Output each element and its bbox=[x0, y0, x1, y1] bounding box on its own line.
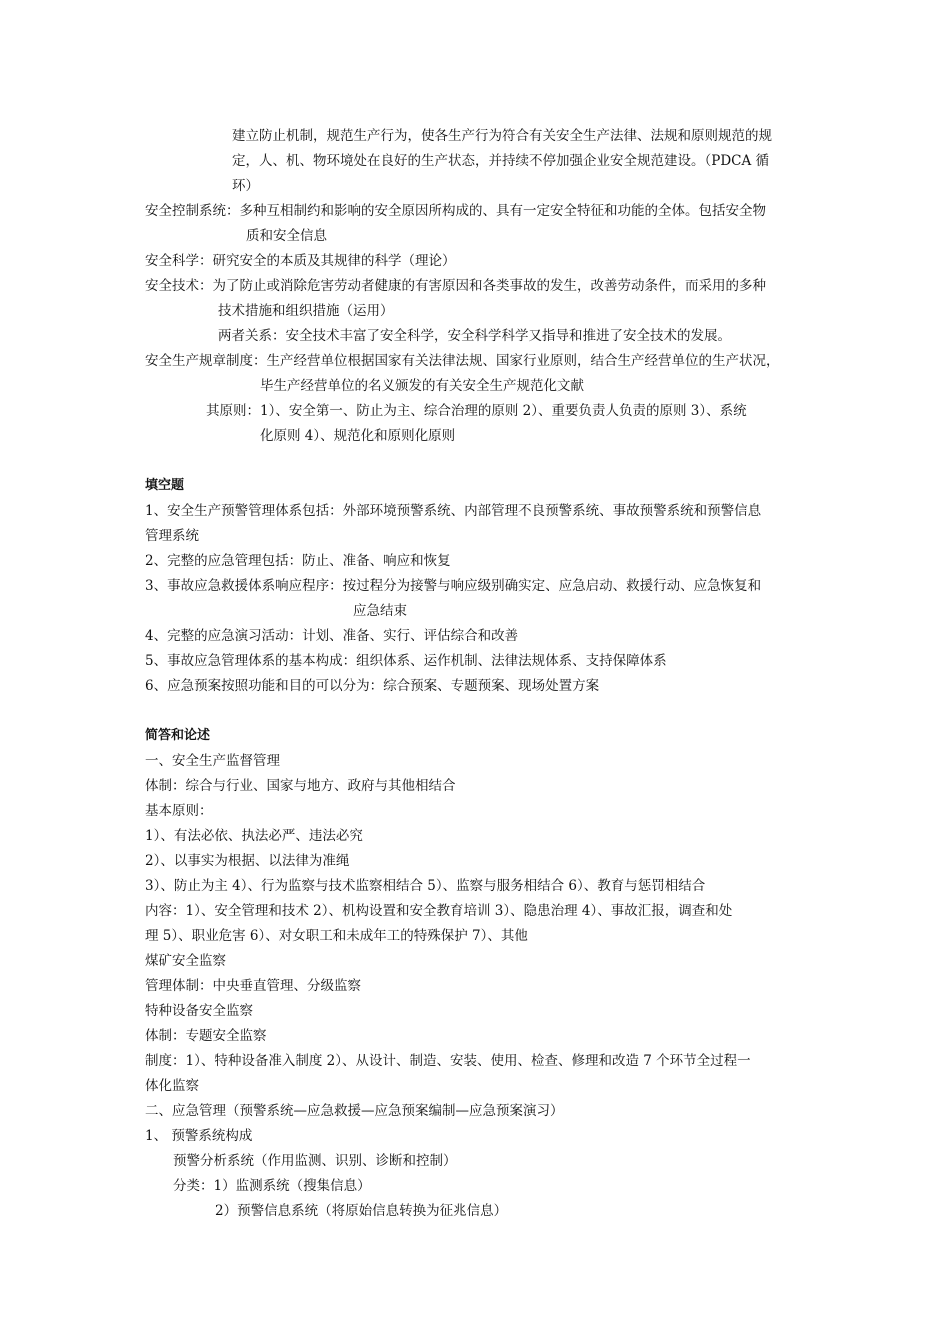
text-line: 3、事故应急救援体系响应程序：按过程分为接警与响应级别确实定、应急启动、救援行动、应急恢复和 bbox=[145, 578, 762, 594]
text-line: 3）、防止为主 4）、行为监察与技术监察相结合 5）、监察与服务相结合 6）、教育与惩罚相结合 bbox=[145, 878, 706, 894]
text-line: 内容：1）、安全管理和技术 2）、机构设置和安全教育培训 3）、隐患治理 4）、事故汇报，调查和处 bbox=[145, 903, 733, 919]
text-line: 基本原则： bbox=[145, 803, 213, 819]
text-line: 质和安全信息 bbox=[246, 228, 327, 244]
text-line: 毕生产经营单位的名义颁发的有关安全生产规范化文献 bbox=[260, 378, 584, 394]
text-line: 定，人、机、物环境处在良好的生产状态，并持续不停加强企业安全规范建设。（PDCA 循 bbox=[232, 153, 770, 169]
text-line: 制度：1）、特种设备准入制度 2）、从设计、制造、安装、使用、检查、修理和改造 7 个环节全过程一 bbox=[145, 1053, 751, 1069]
text-line: 环） bbox=[232, 178, 259, 194]
text-line: 2）、以事实为根据、以法律为准绳 bbox=[145, 853, 350, 869]
text-line: 两者关系：安全技术丰富了安全科学，安全科学科学又指导和推进了安全技术的发展。 bbox=[218, 328, 731, 344]
text-line: 5、事故应急管理体系的基本构成：组织体系、运作机制、法律法规体系、支持保障体系 bbox=[145, 653, 667, 669]
text-line: 1）、有法必依、执法必严、违法必究 bbox=[145, 828, 363, 844]
text-line: 安全技术：为了防止或消除危害劳动者健康的有害原因和各类事故的发生，改善劳动条件，而采用的多种 bbox=[145, 278, 766, 294]
text-line: 特种设备安全监察 bbox=[145, 1003, 253, 1019]
text-line: 体制：综合与行业、国家与地方、政府与其他相结合 bbox=[145, 778, 456, 794]
text-line: 二、应急管理（预警系统—应急救援—应急预案编制—应急预案演习） bbox=[145, 1103, 564, 1119]
text-line: 2、完整的应急管理包括：防止、准备、响应和恢复 bbox=[145, 553, 451, 569]
text-line: 安全控制系统：多种互相制约和影响的安全原因所构成的、具有一定安全特征和功能的全体。包括安全物 bbox=[145, 203, 766, 219]
text-line: 应急结束 bbox=[353, 603, 407, 619]
text-line: 安全生产规章制度：生产经营单位根据国家有关法律法规、国家行业原则，结合生产经营单位的生产状况， bbox=[145, 353, 780, 369]
text-line: 分类：1）监测系统（搜集信息） bbox=[173, 1178, 371, 1194]
text-line: 一、安全生产监督管理 bbox=[145, 753, 280, 769]
text-line: 理 5）、职业危害 6）、对女职工和未成年工的特殊保护 7）、其他 bbox=[145, 928, 528, 944]
text-line: 体制：专题安全监察 bbox=[145, 1028, 267, 1044]
text-line: 体化监察 bbox=[145, 1078, 199, 1094]
text-line: 化原则 4）、规范化和原则化原则 bbox=[260, 428, 456, 444]
text-line: 预警分析系统（作用监测、识别、诊断和控制） bbox=[173, 1153, 457, 1169]
text-line: 1、安全生产预警管理体系包括：外部环境预警系统、内部管理不良预警系统、事故预警系统和预警信息 bbox=[145, 503, 762, 519]
section-heading-fill-blank: 填空题 bbox=[145, 478, 185, 493]
text-line: 6、应急预案按照功能和目的可以分为：综合预案、专题预案、现场处置方案 bbox=[145, 678, 600, 694]
text-line: 技术措施和组织措施（运用） bbox=[218, 303, 394, 319]
text-line: 管理系统 bbox=[145, 528, 199, 544]
text-line: 建立防止机制，规范生产行为，使各生产行为符合有关安全生产法律、法规和原则规范的规 bbox=[232, 128, 772, 144]
text-line: 2）预警信息系统（将原始信息转换为征兆信息） bbox=[215, 1203, 508, 1219]
section-heading-short-answer: 简答和论述 bbox=[145, 728, 211, 743]
text-line: 其原则：1）、安全第一、防止为主、综合治理的原则 2）、重要负责人负责的原则 3）、系统 bbox=[206, 403, 747, 419]
text-line: 安全科学：研究安全的本质及其规律的科学（理论） bbox=[145, 253, 456, 269]
text-line: 1、 预警系统构成 bbox=[145, 1128, 253, 1144]
text-line: 4、完整的应急演习活动：计划、准备、实行、评估综合和改善 bbox=[145, 628, 519, 644]
text-line: 煤矿安全监察 bbox=[145, 953, 226, 969]
text-line: 管理体制：中央垂直管理、分级监察 bbox=[145, 978, 361, 994]
